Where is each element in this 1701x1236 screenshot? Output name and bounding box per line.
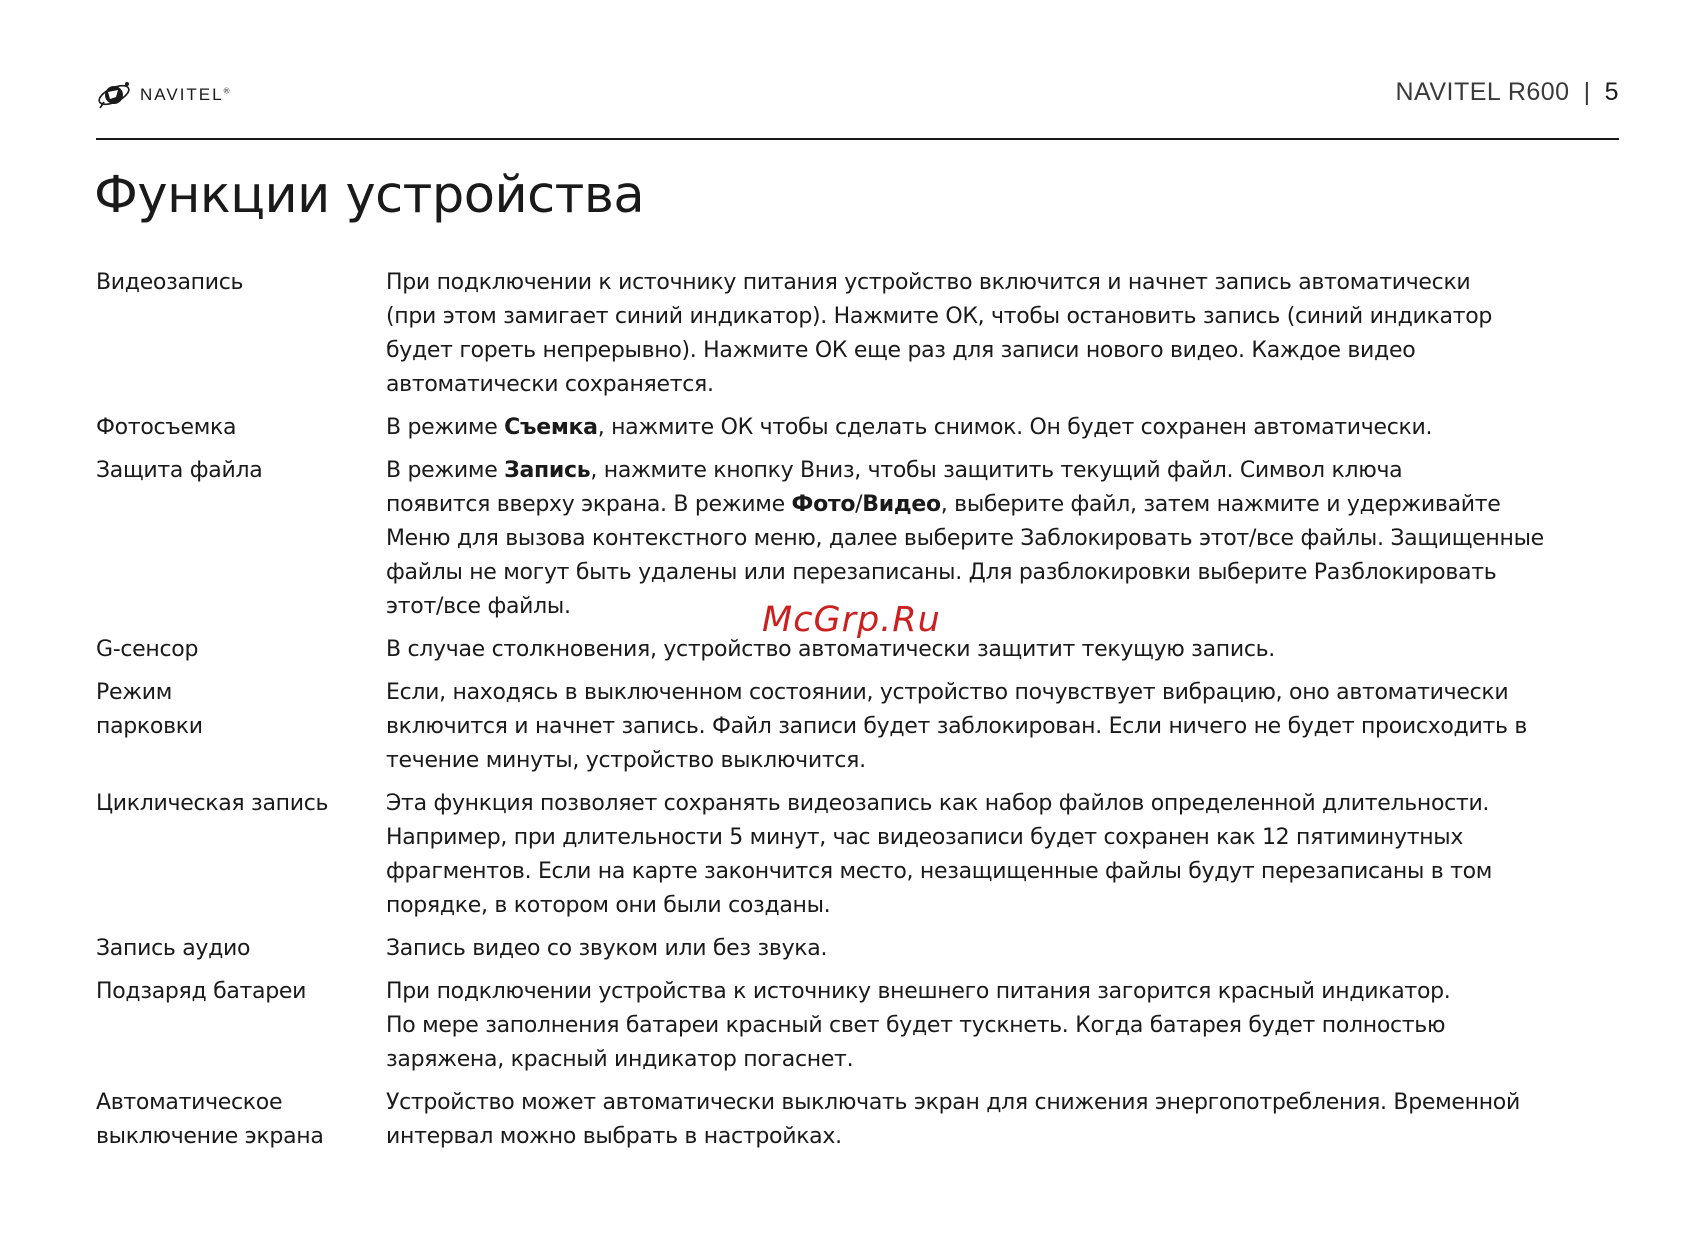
feature-term <box>96 266 386 300</box>
description-line: Например, при длительности 5 минут, час видеозаписи будет сохранен как 12 пятиминутных <box>386 825 1464 850</box>
description-line: файлы не могут быть удалены или перезаписаны. Для разблокировки выберите Разблокировать <box>386 560 1497 585</box>
header-separator: | <box>1583 78 1591 106</box>
feature-description <box>386 454 1626 624</box>
description-line: В случае столкновения, устройство автоматически защитит текущую запись. <box>386 637 1275 662</box>
feature-description <box>386 975 1626 1077</box>
feature-row <box>96 411 1626 445</box>
description-line: этот/все файлы. <box>386 594 571 619</box>
feature-term <box>96 1086 386 1154</box>
feature-term-line: Автоматическое <box>96 1090 283 1115</box>
navitel-globe-icon <box>96 78 132 112</box>
description-line: Эта функция позволяет сохранять видеозапись как набор файлов определенной длительности. <box>386 791 1490 816</box>
feature-list <box>96 266 1626 1154</box>
description-line: автоматически сохраняется. <box>386 372 714 397</box>
feature-description <box>386 932 1626 966</box>
feature-description <box>386 787 1626 923</box>
feature-term-line: Защита файла <box>96 458 263 483</box>
description-text: / <box>855 492 863 517</box>
description-line <box>386 411 1626 445</box>
header-model-page <box>1395 78 1619 107</box>
description-text: , выберите файл, затем нажмите и удерживайте <box>940 492 1501 517</box>
feature-term-line: парковки <box>96 714 203 739</box>
description-line: При подключении устройства к источнику внешнего питания загорится красный индикатор. <box>386 979 1451 1004</box>
feature-row <box>96 454 1626 624</box>
feature-term-line: Запись аудио <box>96 936 251 961</box>
description-text: В режиме <box>386 458 505 483</box>
feature-description <box>386 1086 1626 1154</box>
feature-term-line: Циклическая запись <box>96 791 329 816</box>
feature-term <box>96 633 386 667</box>
feature-term <box>96 676 386 744</box>
description-line <box>386 454 1626 488</box>
description-line: будет гореть непрерывно). Нажмите ОК еще раз для записи нового видео. Каждое видео <box>386 338 1416 363</box>
feature-description <box>386 266 1626 402</box>
description-line: включится и начнет запись. Файл записи будет заблокирован. Если ничего не будет происходить в <box>386 714 1527 739</box>
feature-description <box>386 633 1626 667</box>
description-line: интервал можно выбрать в настройках. <box>386 1124 842 1149</box>
feature-row <box>96 787 1626 923</box>
feature-row <box>96 1086 1626 1154</box>
feature-term-line: выключение экрана <box>96 1124 324 1149</box>
description-text: В режиме <box>386 415 505 440</box>
bold-term: Съемка <box>504 415 598 440</box>
feature-row <box>96 676 1626 778</box>
description-text: появится вверху экрана. В режиме <box>386 492 792 517</box>
description-line: По мере заполнения батареи красный свет будет тускнеть. Когда батарея будет полностью <box>386 1013 1446 1038</box>
description-line <box>386 488 1626 522</box>
description-text: , нажмите ОК чтобы сделать снимок. Он будет сохранен автоматически. <box>597 415 1433 440</box>
feature-term-line: Фотосъемка <box>96 415 237 440</box>
feature-term-line: G-сенсор <box>96 637 199 662</box>
bold-term: Запись <box>504 458 591 483</box>
feature-term <box>96 975 386 1009</box>
bold-term: Фото <box>791 492 856 517</box>
description-line: течение минуты, устройство выключится. <box>386 748 866 773</box>
feature-row <box>96 932 1626 966</box>
description-text: , нажмите кнопку Вниз, чтобы защитить текущий файл. Символ ключа <box>590 458 1403 483</box>
registered-mark: ® <box>223 86 230 96</box>
description-line: Запись видео со звуком или без звука. <box>386 936 828 961</box>
model-name: NAVITEL R600 <box>1395 78 1570 106</box>
description-line: Если, находясь в выключенном состоянии, устройство почувствует вибрацию, оно автоматически <box>386 680 1509 705</box>
feature-term <box>96 454 386 488</box>
navitel-logo <box>96 78 230 112</box>
feature-term-line: Подзаряд батареи <box>96 979 307 1004</box>
feature-term <box>96 787 386 821</box>
bold-term: Видео <box>862 492 941 517</box>
description-line: порядке, в котором они были созданы. <box>386 893 831 918</box>
feature-term <box>96 932 386 966</box>
page-header <box>96 70 1619 140</box>
page-title: Функции устройства <box>94 166 645 225</box>
feature-term <box>96 411 386 445</box>
feature-description <box>386 411 1626 445</box>
feature-row <box>96 975 1626 1077</box>
feature-term-line: Режим <box>96 680 173 705</box>
description-line: заряжена, красный индикатор погаснет. <box>386 1047 854 1072</box>
description-line: Меню для вызова контекстного меню, далее выберите Заблокировать этот/все файлы. Защищенные <box>386 526 1544 551</box>
logo-text: NAVITEL <box>140 85 224 104</box>
feature-description <box>386 676 1626 778</box>
description-line: При подключении к источнику питания устройство включится и начнет запись автоматически <box>386 270 1471 295</box>
feature-row <box>96 266 1626 402</box>
feature-term-line: Видеозапись <box>96 270 244 295</box>
description-line: фрагментов. Если на карте закончится место, незащищенные файлы будут перезаписаны в том <box>386 859 1493 884</box>
page-number: 5 <box>1604 78 1619 106</box>
description-line: Устройство может автоматически выключать экран для снижения энергопотребления. Временной <box>386 1090 1520 1115</box>
watermark: McGrp.Ru <box>762 600 941 640</box>
description-line: (при этом замигает синий индикатор). Нажмите ОК, чтобы остановить запись (синий индикатор <box>386 304 1493 329</box>
